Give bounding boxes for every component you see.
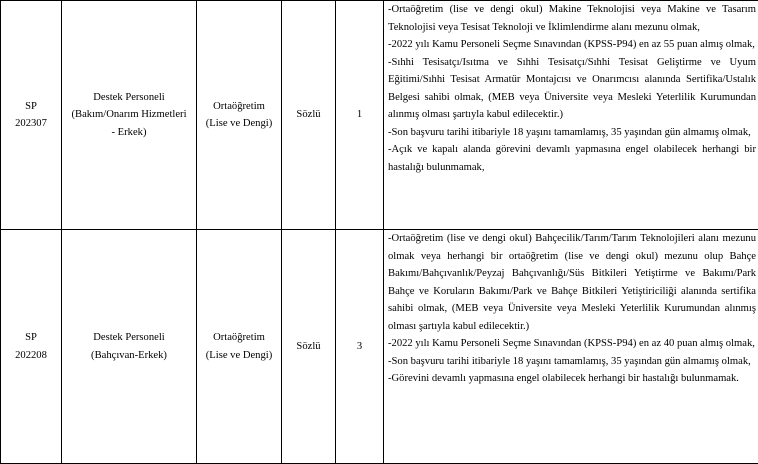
contract-type-cell: Sözlü: [282, 230, 336, 464]
requirement-item: -Sıhhi Tesisatçı/Isıtma ve Sıhhi Tesisatçı/Sıhhi Tesisat Geliştirme ve Uyum Eğitimi/Sıhhi Tesisat Armatür Montajcısı ve Onarımcısı alanında Sertifika/Ustalık Belgesi sahibi olmak, (MEB veya Üniversite veya Mesleki Yeterlilik Kurumundan alınmış olması şartıyla kabul edilecektir.): [388, 54, 756, 124]
position-code-cell: [1, 1, 62, 230]
position-title-line: Destek Personeli: [65, 329, 193, 347]
table-row: [1, 230, 758, 464]
position-code-cell: [1, 230, 62, 464]
contract-type-cell: Sözlü: [282, 1, 336, 230]
position-title-line: Destek Personeli: [65, 89, 193, 107]
requirements-cell: [384, 230, 758, 464]
position-title-line: - Erkek): [65, 124, 193, 142]
education-level-line: (Lise ve Dengi): [200, 115, 278, 133]
requirement-item: -Son başvuru tarihi itibariyle 18 yaşını tamamlamış, 35 yaşından gün almamış olmak,: [388, 353, 756, 371]
education-level-line: Ortaöğretim: [200, 98, 278, 116]
education-level-cell: [197, 230, 282, 464]
position-title-line: (Bakım/Onarım Hizmetleri: [65, 106, 193, 124]
education-level-line: (Lise ve Dengi): [200, 347, 278, 365]
position-code-number: 202307: [4, 115, 58, 133]
requirement-item: -2022 yılı Kamu Personeli Seçme Sınavından (KPSS-P94) en az 55 puan almış olmak,: [388, 36, 756, 54]
position-count-cell: 1: [336, 1, 384, 230]
position-count-cell: 3: [336, 230, 384, 464]
requirement-item: -Ortaöğretim (lise ve dengi okul) Bahçecilik/Tarım/Tarım Teknolojileri alanı mezunu olmak veya herhangi bir ortaöğretim (lise ve dengi okul) mezunu olup Bahçe Bakımı/Bahçıvanlık/Peyzaj Bahçıvanlığı/Süs Bitkileri Yetiştirme ve Bakımı/Park Bahçe ve Koruların Bakımı/Park ve Bahçe Bitkileri Yetiştiriciliği alanında sertifika sahibi olmak, (MEB veya Üniversite veya Mesleki Yeterlilik Kurumundan alınmış olması şartıyla kabul edilecektir.): [388, 230, 756, 335]
position-code-prefix: SP: [4, 329, 58, 347]
requirement-item: -Görevini devamlı yapmasına engel olabilecek herhangi bir hastalığı bulunmamak.: [388, 370, 756, 388]
requirements-cell: [384, 1, 758, 230]
position-code-number: 202208: [4, 347, 58, 365]
requirement-item: -Açık ve kapalı alanda görevini devamlı yapmasına engel olabilecek herhangi bir hastalığı bulunmamak,: [388, 141, 756, 176]
position-title-cell: [62, 230, 197, 464]
education-level-line: Ortaöğretim: [200, 329, 278, 347]
position-title-line: (Bahçıvan-Erkek): [65, 347, 193, 365]
requirement-item: -Son başvuru tarihi itibariyle 18 yaşını tamamlamış, 35 yaşından gün almamış olmak,: [388, 124, 756, 142]
education-level-cell: [197, 1, 282, 230]
requirement-item: -2022 yılı Kamu Personeli Seçme Sınavından (KPSS-P94) en az 40 puan almış olmak,: [388, 335, 756, 353]
requirement-item: -Ortaöğretim (lise ve dengi okul) Makine Teknolojisi veya Makine ve Tasarım Teknolojisi veya Tesisat Teknoloji ve İklimlendirme alanı mezunu olmak,: [388, 1, 756, 36]
table-row: [1, 1, 758, 230]
position-code-prefix: SP: [4, 98, 58, 116]
position-title-cell: [62, 1, 197, 230]
